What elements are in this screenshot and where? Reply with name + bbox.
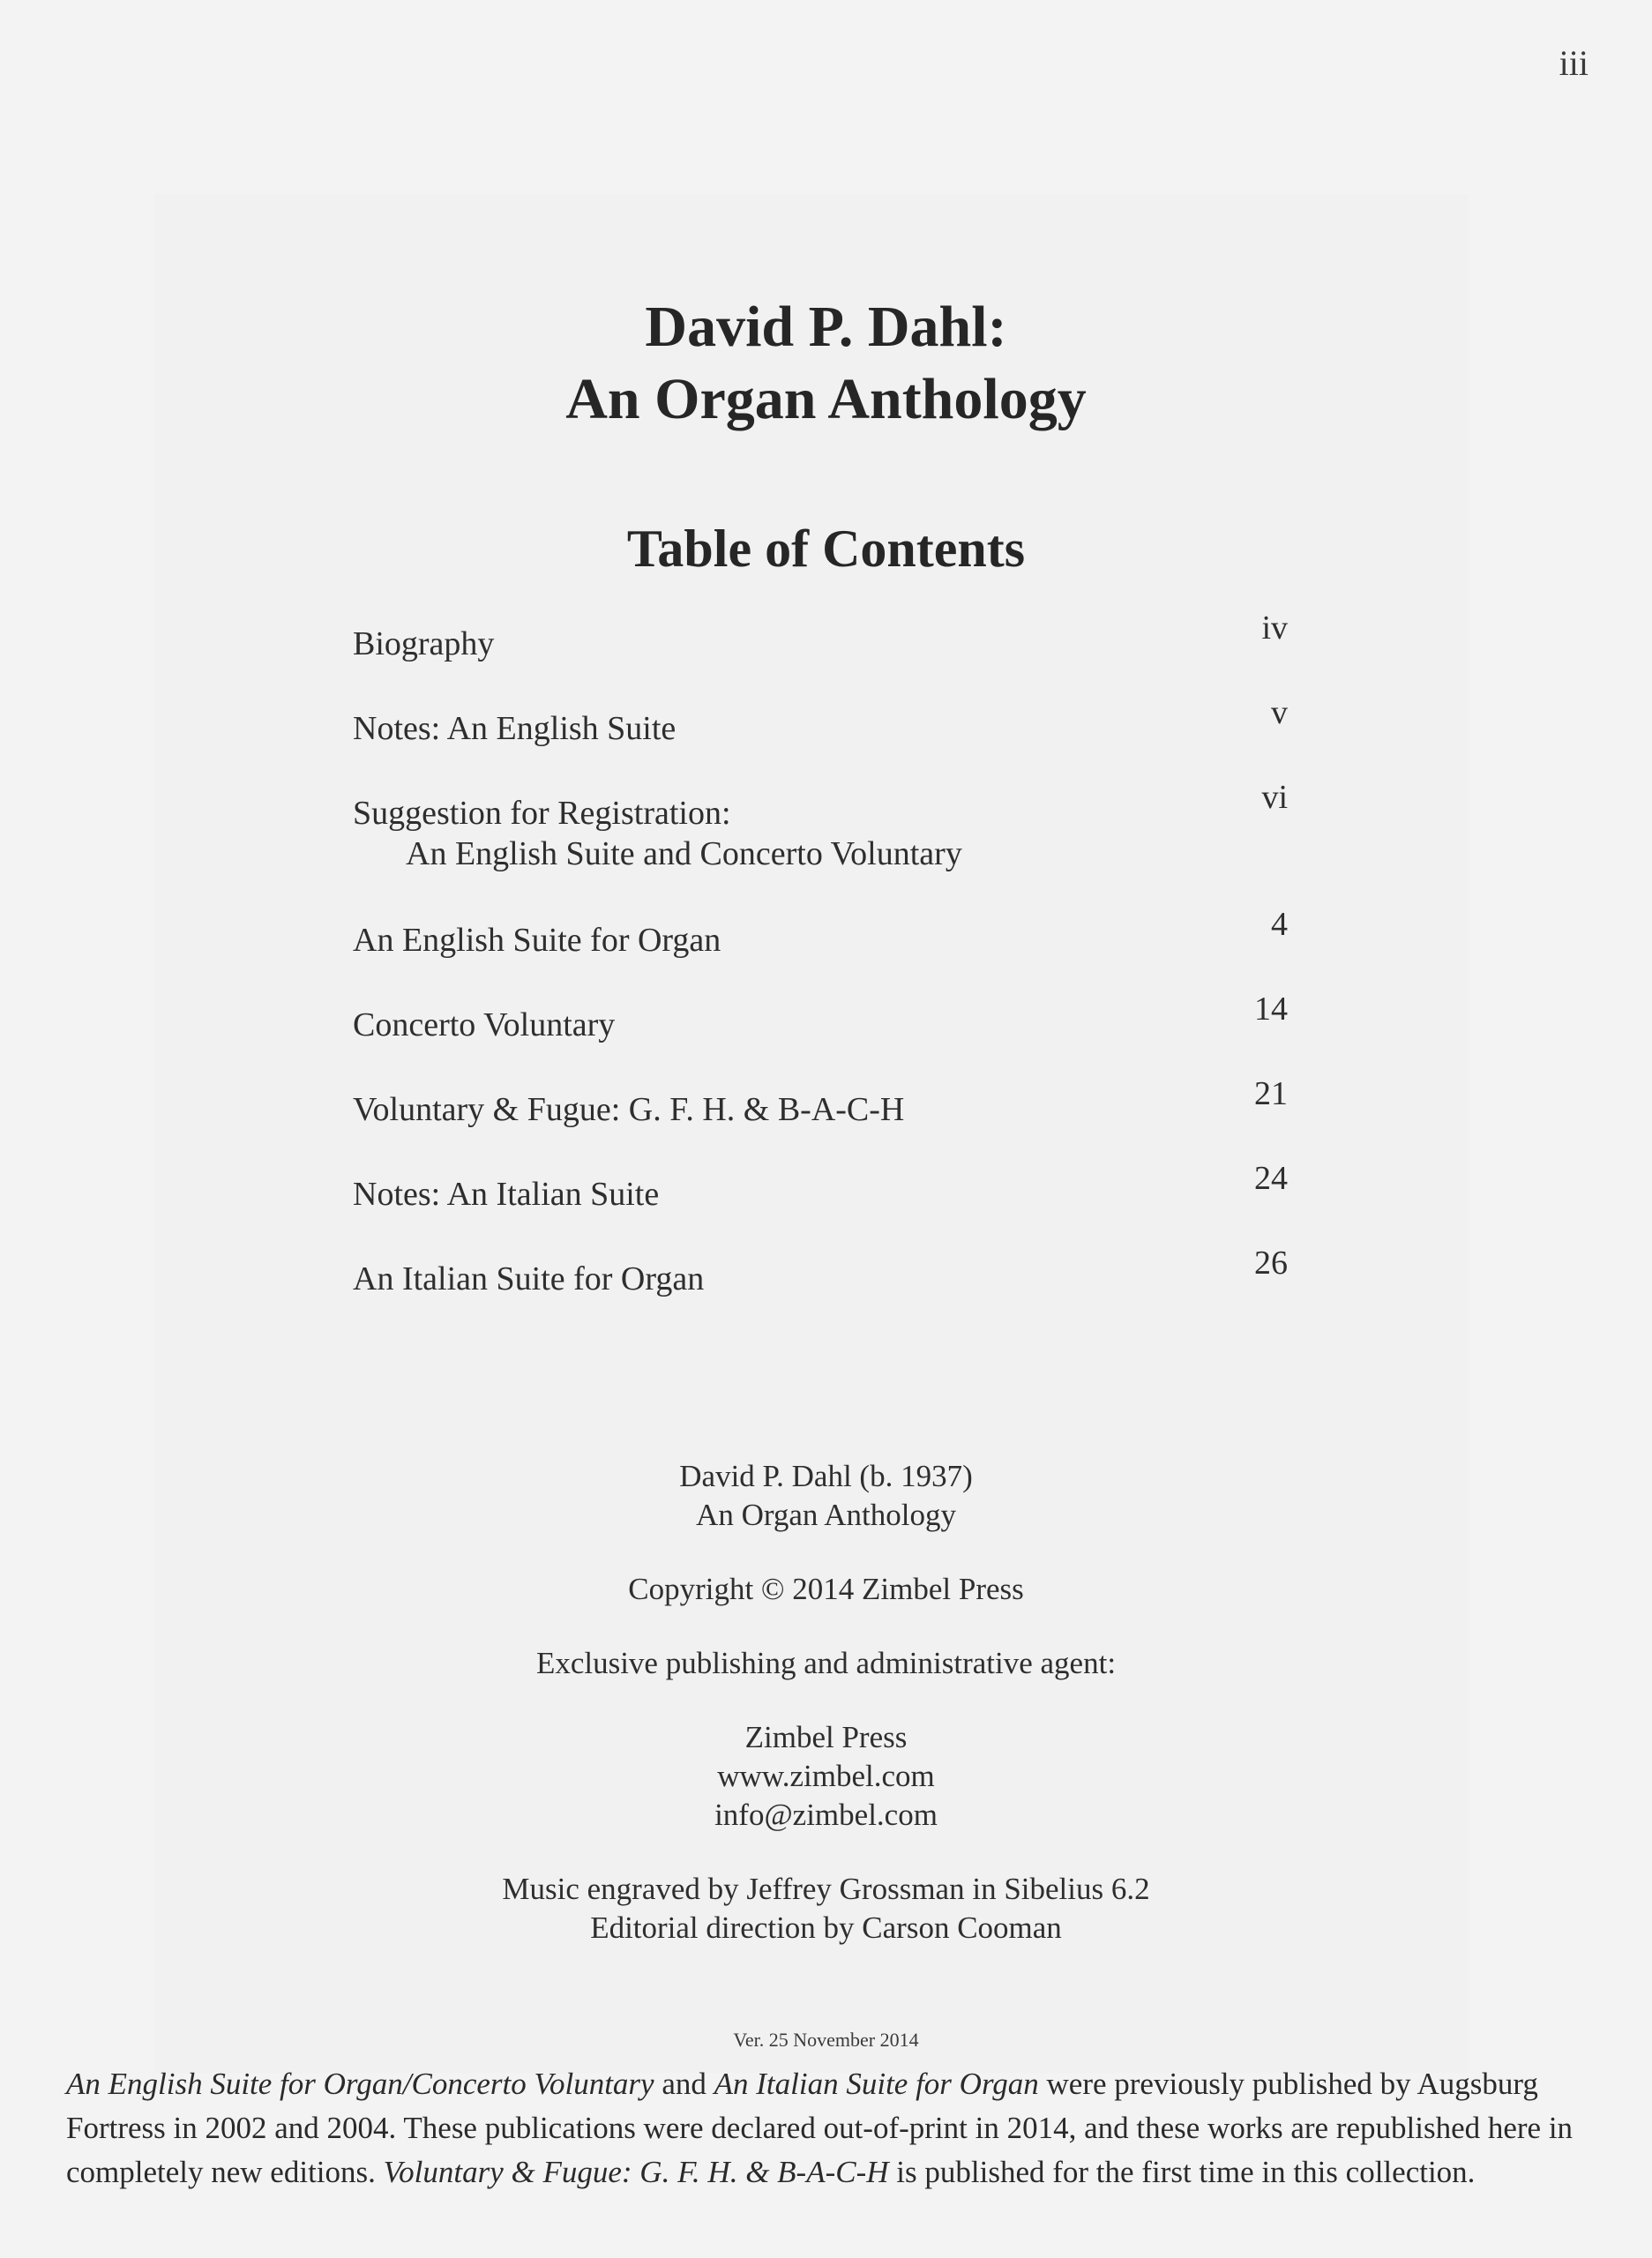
engraving-credit: Music engraved by Jeffrey Grossman in Sibelius 6.2	[502, 1872, 1150, 1906]
note-italic-2: An Italian Suite for Organ	[714, 2067, 1039, 2101]
note-text-2: were previously published by Augsburg Fortress in 2002 and 2004. These publications were declared out-of-print in 2014, and these works are republished here in completely new editions.	[66, 2067, 1574, 2189]
toc-entry-page: iv	[1261, 609, 1288, 647]
toc-entry-title: Notes: An Italian Suite	[353, 1176, 660, 1213]
toc-entry-page: 26	[1254, 1245, 1288, 1282]
toc-entry-page: 21	[1254, 1075, 1288, 1112]
note-text-1: and	[654, 2067, 714, 2101]
editorial-credit: Editorial direction by Carson Cooman	[590, 1910, 1062, 1945]
toc-entry-title: An Italian Suite for Organ	[353, 1260, 705, 1297]
publisher-email: info@zimbel.com	[714, 1798, 938, 1832]
title-line-2: An Organ Anthology	[565, 367, 1087, 431]
toc-entry-title: Notes: An English Suite	[353, 710, 676, 747]
toc-entry-title: Biography	[353, 625, 495, 662]
page-number: iii	[1559, 43, 1588, 83]
toc-heading: Table of Contents	[626, 520, 1026, 578]
publisher-website: www.zimbel.com	[717, 1759, 935, 1793]
toc-entry-title: Voluntary & Fugue: G. F. H. & B-A-C-H	[353, 1091, 905, 1128]
toc-entry-page: vi	[1261, 779, 1288, 816]
toc-entry-page: 14	[1254, 991, 1288, 1028]
title-line-1: David P. Dahl:	[645, 295, 1007, 359]
note-italic-1: An English Suite for Organ/Concerto Voluntary	[66, 2067, 654, 2101]
work-line: An Organ Anthology	[696, 1498, 956, 1532]
note-italic-3: Voluntary & Fugue: G. F. H. & B-A-C-H	[383, 2155, 889, 2189]
toc-entry-title: An English Suite for Organ	[353, 922, 721, 959]
note-text-3: is published for the first time in this collection.	[888, 2155, 1476, 2189]
composer-line: David P. Dahl (b. 1937)	[679, 1459, 973, 1493]
publisher-name: Zimbel Press	[744, 1720, 908, 1754]
version-line: Ver. 25 November 2014	[733, 2029, 919, 2051]
agent-label: Exclusive publishing and administrative agent:	[535, 1646, 1117, 1680]
toc-entry-subtitle: An English Suite and Concerto Voluntary	[406, 835, 962, 872]
toc-entry-title: Suggestion for Registration:	[353, 795, 731, 832]
credits-block	[0, 1457, 1652, 1948]
document-title	[0, 291, 1652, 436]
copyright-line: Copyright © 2014 Zimbel Press	[628, 1572, 1024, 1606]
toc-entry-page: 4	[1271, 906, 1288, 943]
publication-note	[66, 2062, 1636, 2194]
toc-entry-page: v	[1271, 694, 1288, 731]
toc-entry-title: Concerto Voluntary	[353, 1006, 616, 1043]
toc-entry-page: 24	[1254, 1160, 1288, 1197]
